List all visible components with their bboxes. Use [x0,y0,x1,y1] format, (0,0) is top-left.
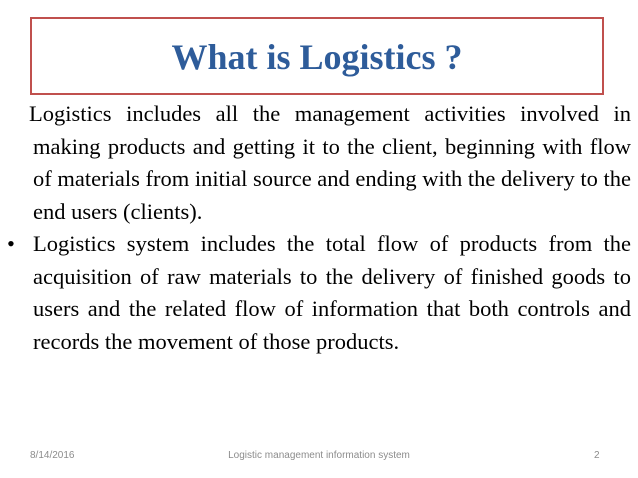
title-box [30,17,604,95]
paragraph-logistics-system: Logistics system includes the total flow of products from the acquisition of raw materials to the delivery of finished goods to users and the related flow of information that both controls and records the movement of those products. [33,231,631,354]
footer-date: 8/14/2016 [30,450,75,461]
footer-page-number: 2 [594,450,600,461]
paragraph-logistics-definition: Logistics includes all the management activities involved in making products and getting it to the client, beginning with flow of materials from initial source and ending with the delivery to the end users (clients). [29,101,631,224]
footer-title: Logistic management information system [228,450,410,461]
bullet-icon: • [7,231,15,256]
slide-title: What is Logistics ? [171,37,463,77]
